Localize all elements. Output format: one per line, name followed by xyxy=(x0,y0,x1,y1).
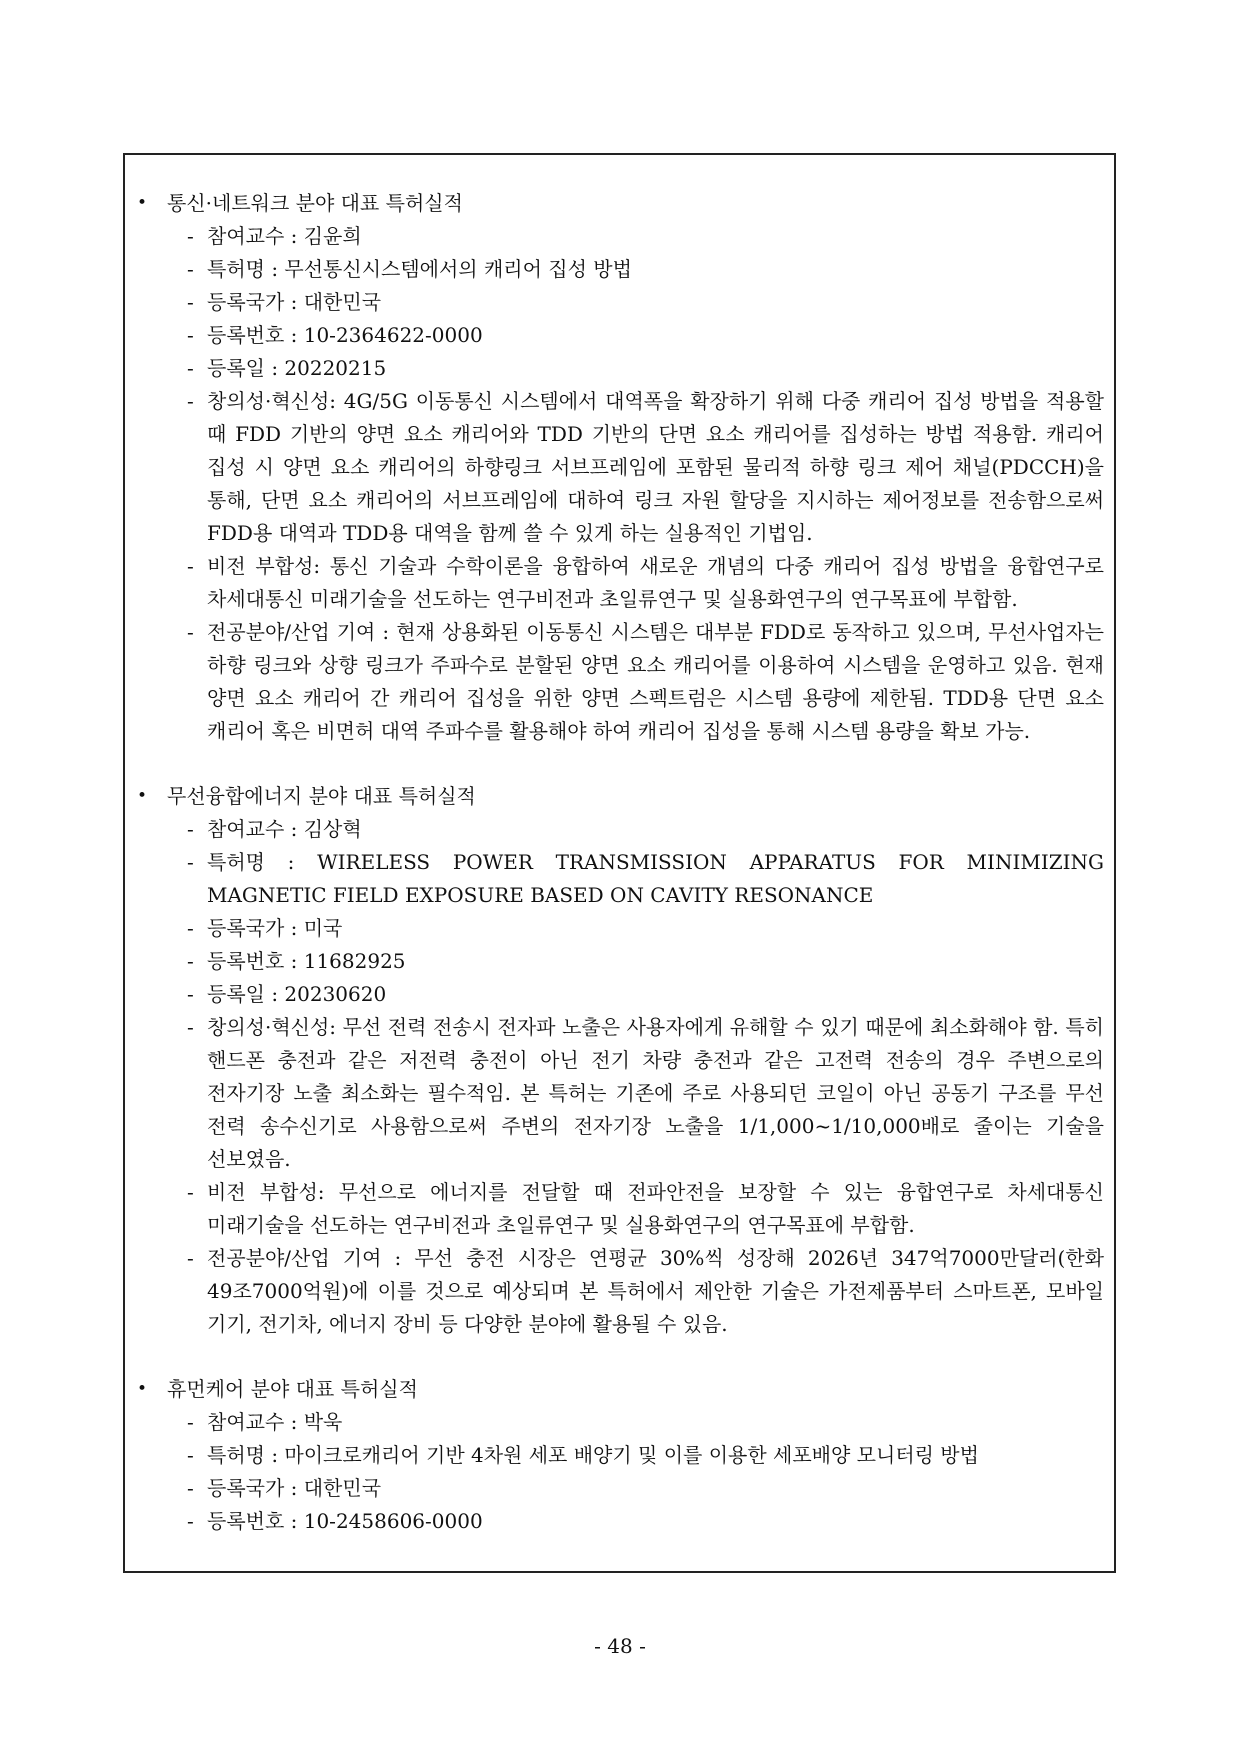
dash-marker: - xyxy=(187,850,194,874)
patent-section-wireless-energy xyxy=(125,780,1114,1341)
list-item xyxy=(187,1176,1104,1242)
bullet-icon: • xyxy=(137,1379,148,1399)
dash-marker: - xyxy=(187,224,194,248)
item-text: 창의성·혁신성: 4G/5G 이동통신 시스템에서 대역폭을 확장하기 위해 다중 캐리어 집성 방법을 적용할 때 FDD 기반의 양면 요소 캐리어와 TDD 기반의 단면 요소 캐리어를 집성하는 방법 적용함. 캐리어 집성 시 양면 요소 캐리어의 하향링크 서브프레임에 포함된 물리적 하향 링크 제어 채널(PDCCH)을 통해, 단면 요소 캐리어의 서브프레임에 대하여 링크 자원 할당을 지시하는 제어정보를 전송함으로써 FDD용 대역과 TDD용 대역을 함께 쓸 수 있게 하는 실용적인 기법임. xyxy=(207,389,1104,545)
content-frame xyxy=(123,153,1116,1573)
item-text: 등록일 : 20220215 xyxy=(207,356,387,380)
dash-marker: - xyxy=(187,1246,194,1270)
dash-marker: - xyxy=(187,982,194,1006)
item-text: 참여교수 : 김상혁 xyxy=(207,817,362,841)
section-heading xyxy=(125,780,1114,813)
section-title: 휴먼케어 분야 대표 특허실적 xyxy=(167,1377,418,1401)
item-text: 등록일 : 20230620 xyxy=(207,982,387,1006)
list-item xyxy=(187,1472,1104,1505)
dash-marker: - xyxy=(187,620,194,644)
item-text: 비전 부합성: 통신 기술과 수학이론을 융합하여 새로운 개념의 다중 캐리어 집성 방법을 융합연구로 차세대통신 미래기술을 선도하는 연구비전과 초일류연구 및 실용화연구의 연구목표에 부합함. xyxy=(207,554,1104,611)
dash-marker: - xyxy=(187,1410,194,1434)
list-item xyxy=(187,813,1104,846)
list-item xyxy=(187,945,1104,978)
item-text: 특허명 : 마이크로캐리어 기반 4차원 세포 배양기 및 이를 이용한 세포배양 모니터링 방법 xyxy=(207,1443,979,1467)
section-title: 통신·네트워크 분야 대표 특허실적 xyxy=(167,191,463,215)
item-text: 등록번호 : 10-2458606-0000 xyxy=(207,1509,483,1533)
section-title: 무선융합에너지 분야 대표 특허실적 xyxy=(167,784,476,808)
item-text: 비전 부합성: 무선으로 에너지를 전달할 때 전파안전을 보장할 수 있는 융합연구로 차세대통신 미래기술을 선도하는 연구비전과 초일류연구 및 실용화연구의 연구목표에 부합함. xyxy=(207,1180,1104,1237)
list-item xyxy=(187,253,1104,286)
dash-marker: - xyxy=(187,1509,194,1533)
item-text: 등록국가 : 대한민국 xyxy=(207,1476,382,1500)
bullet-icon: • xyxy=(137,786,148,806)
dash-marker: - xyxy=(187,1443,194,1467)
dash-marker: - xyxy=(187,554,194,578)
list-item xyxy=(187,286,1104,319)
list-item xyxy=(187,1242,1104,1341)
dash-marker: - xyxy=(187,949,194,973)
list-item xyxy=(187,352,1104,385)
page-number: - 48 - xyxy=(594,1634,646,1658)
dash-marker: - xyxy=(187,1180,194,1204)
item-text: 등록번호 : 10-2364622-0000 xyxy=(207,323,483,347)
dash-marker: - xyxy=(187,356,194,380)
list-item xyxy=(187,220,1104,253)
item-text: 등록국가 : 미국 xyxy=(207,916,343,940)
dash-marker: - xyxy=(187,1015,194,1039)
patent-section-telecom xyxy=(125,187,1114,748)
list-item xyxy=(187,912,1104,945)
list-item xyxy=(187,1406,1104,1439)
item-text: 참여교수 : 박욱 xyxy=(207,1410,343,1434)
list-item xyxy=(187,1439,1104,1472)
list-item xyxy=(187,1505,1104,1538)
list-item xyxy=(187,1011,1104,1176)
document-body xyxy=(125,187,1114,1571)
list-item xyxy=(187,319,1104,352)
dash-marker: - xyxy=(187,916,194,940)
dash-marker: - xyxy=(187,323,194,347)
dash-marker: - xyxy=(187,257,194,281)
list-item xyxy=(187,616,1104,748)
dash-marker: - xyxy=(187,389,194,413)
section-heading xyxy=(125,1373,1114,1406)
bullet-icon: • xyxy=(137,193,148,213)
item-text: 창의성·혁신성: 무선 전력 전송시 전자파 노출은 사용자에게 유해할 수 있기 때문에 최소화해야 함. 특히 핸드폰 충전과 같은 저전력 충전이 아닌 전기 차량 충전과 같은 고전력 전송의 경우 주변으로의 전자기장 노출 최소화는 필수적임. 본 특허는 기존에 주로 사용되던 코일이 아닌 공동기 구조를 무선 전력 송수신기로 사용함으로써 주변의 전자기장 노출을 1/1,000~1/10,000배로 줄이는 기술을 선보였음. xyxy=(207,1015,1104,1171)
patent-section-human-care xyxy=(125,1373,1114,1538)
list-item xyxy=(187,846,1104,912)
dash-marker: - xyxy=(187,817,194,841)
item-text: 참여교수 : 김윤희 xyxy=(207,224,362,248)
item-text: 전공분야/산업 기여 : 무선 충전 시장은 연평균 30%씩 성장해 2026년 347억7000만달러(한화 49조7000억원)에 이를 것으로 예상되며 본 특허에서 제안한 기술은 가전제품부터 스마트폰, 모바일 기기, 전기차, 에너지 장비 등 다양한 분야에 활용될 수 있음. xyxy=(207,1246,1104,1336)
list-item xyxy=(187,385,1104,550)
dash-marker: - xyxy=(187,1476,194,1500)
section-heading xyxy=(125,187,1114,220)
item-text: 전공분야/산업 기여 : 현재 상용화된 이동통신 시스템은 대부분 FDD로 동작하고 있으며, 무선사업자는 하향 링크와 상향 링크가 주파수로 분할된 양면 요소 캐리어를 이용하여 시스템을 운영하고 있음. 현재 양면 요소 캐리어 간 캐리어 집성을 위한 양면 스펙트럼은 시스템 용량에 제한됨. TDD용 단면 요소 캐리어 혹은 비면허 대역 주파수를 활용해야 하여 캐리어 집성을 통해 시스템 용량을 확보 가능. xyxy=(207,620,1104,743)
item-text: 특허명 : 무선통신시스템에서의 캐리어 집성 방법 xyxy=(207,257,632,281)
item-text: 특허명 : WIRELESS POWER TRANSMISSION APPARATUS FOR MINIMIZING MAGNETIC FIELD EXPOSURE BASED ON CAVITY RESONANCE xyxy=(207,850,1104,907)
list-item xyxy=(187,550,1104,616)
list-item xyxy=(187,978,1104,1011)
dash-marker: - xyxy=(187,290,194,314)
item-text: 등록번호 : 11682925 xyxy=(207,949,406,973)
item-text: 등록국가 : 대한민국 xyxy=(207,290,382,314)
